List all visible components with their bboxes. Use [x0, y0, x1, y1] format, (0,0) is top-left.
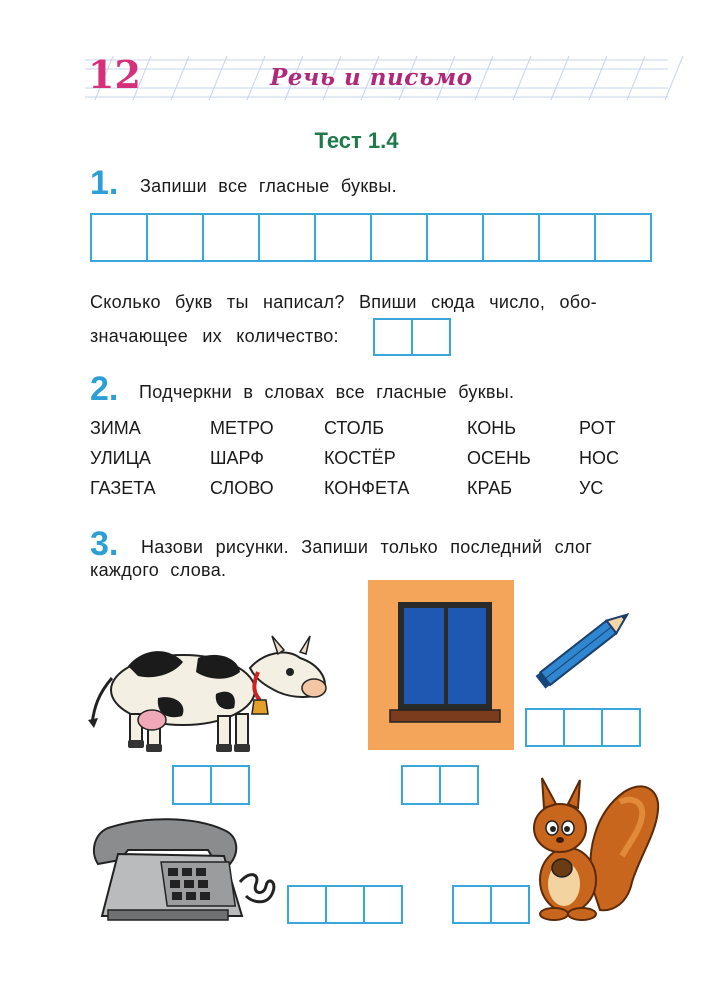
answer-cell[interactable]: [426, 213, 484, 262]
answer-cell[interactable]: [439, 765, 479, 805]
answer-cell[interactable]: [490, 885, 530, 924]
answer-cell[interactable]: [172, 765, 212, 805]
page-number: 12: [88, 52, 141, 97]
answer-cell[interactable]: [594, 213, 652, 262]
task-1-question-line-2: значающее их количество:: [90, 326, 339, 346]
squirrel-icon: [524, 772, 662, 924]
word: КОСТЁР: [324, 448, 396, 468]
task-3-text-line-1: Назови рисунки. Запиши только последний слог: [141, 537, 593, 557]
telephone-answer-cells[interactable]: [287, 885, 403, 924]
word-grid: [90, 418, 639, 499]
task-2-text: Подчеркни в словах все гласные буквы.: [139, 382, 515, 402]
task-3-number: 3.: [90, 525, 119, 563]
pencil-answer-cells[interactable]: [525, 708, 641, 747]
answer-cell[interactable]: [452, 885, 492, 924]
count-answer-cells[interactable]: [373, 318, 451, 356]
window-icon: [368, 580, 514, 750]
word: ШАРФ: [210, 448, 264, 468]
test-title: Тест 1.4: [314, 128, 399, 153]
word: РОТ: [579, 418, 616, 438]
answer-cell[interactable]: [563, 708, 603, 747]
word: СТОЛБ: [324, 418, 385, 438]
word: КОНЬ: [467, 418, 517, 438]
answer-cell[interactable]: [482, 213, 540, 262]
answer-cell[interactable]: [287, 885, 327, 924]
task-1-number: 1.: [90, 164, 119, 202]
answer-cell[interactable]: [146, 213, 204, 262]
word: СЛОВО: [210, 478, 274, 498]
task-3-text-line-2: каждого слова.: [90, 560, 227, 580]
subject-heading: Речь и письмо: [270, 64, 473, 91]
telephone-icon: [84, 812, 280, 924]
word: ЗИМА: [90, 418, 141, 438]
answer-cell[interactable]: [258, 213, 316, 262]
pencil-icon: [528, 596, 646, 696]
cow-icon: [88, 628, 333, 758]
task-1-text: Запиши все гласные буквы.: [140, 176, 397, 196]
window-answer-cells[interactable]: [401, 765, 479, 805]
squirrel-answer-cells[interactable]: [452, 885, 530, 924]
answer-cell[interactable]: [401, 765, 441, 805]
answer-cell[interactable]: [314, 213, 372, 262]
word: УС: [579, 478, 604, 498]
answer-cell[interactable]: [202, 213, 260, 262]
task-2-number: 2.: [90, 370, 119, 408]
vowels-answer-cells[interactable]: [90, 213, 652, 262]
answer-cell[interactable]: [601, 708, 641, 747]
answer-cell[interactable]: [210, 765, 250, 805]
answer-cell[interactable]: [370, 213, 428, 262]
answer-cell[interactable]: [363, 885, 403, 924]
word: МЕТРО: [210, 418, 274, 438]
word: КРАБ: [467, 478, 513, 498]
answer-cell[interactable]: [325, 885, 365, 924]
cow-answer-cells[interactable]: [172, 765, 250, 805]
word: УЛИЦА: [90, 448, 151, 468]
answer-cell[interactable]: [538, 213, 596, 262]
answer-cell[interactable]: [525, 708, 565, 747]
task-1-question-line-1: Сколько букв ты написал? Впиши сюда число, обо-: [90, 292, 597, 312]
word: КОНФЕТА: [324, 478, 410, 498]
answer-cell[interactable]: [411, 318, 451, 356]
word: ГАЗЕТА: [90, 478, 156, 498]
word: ОСЕНЬ: [467, 448, 531, 468]
answer-cell[interactable]: [373, 318, 413, 356]
answer-cell[interactable]: [90, 213, 148, 262]
word: НОС: [579, 448, 619, 468]
